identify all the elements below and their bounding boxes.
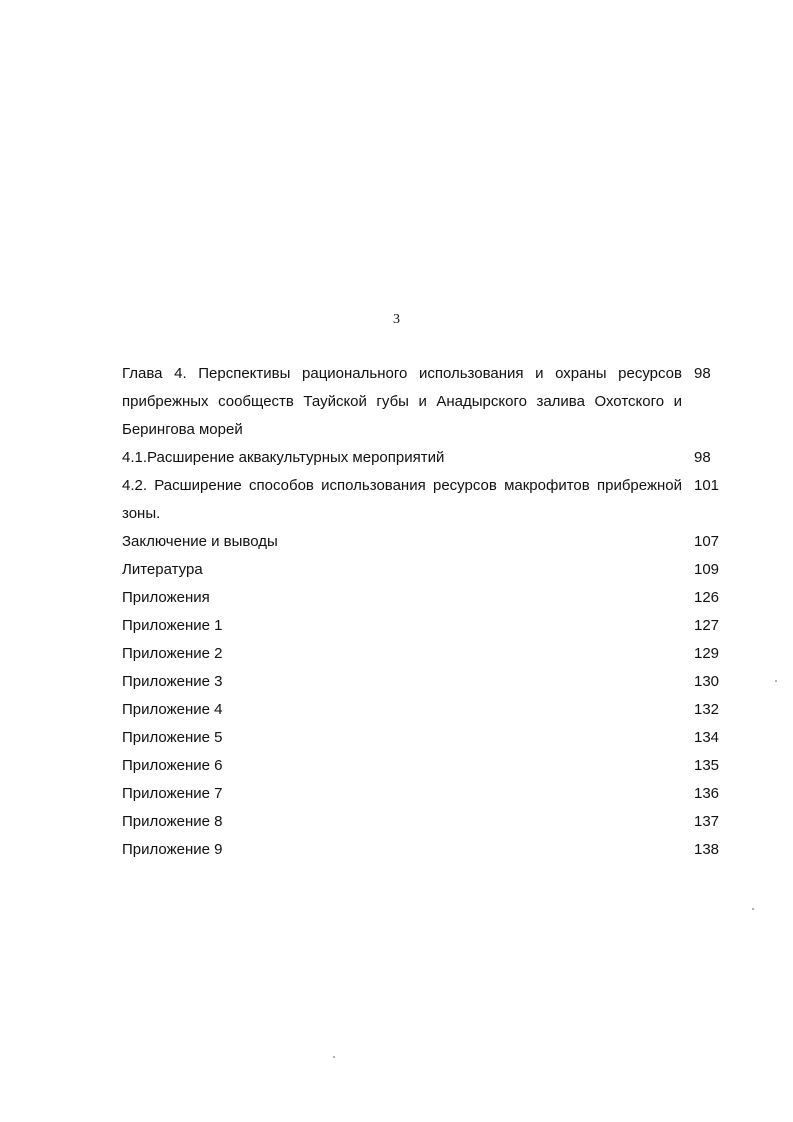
toc-entry-title: Глава 4. Перспективы рационального использования и охраны ресурсов прибрежных сообществ Тауйской губы и Анадырского залива Охотского и Берингова морей (122, 365, 682, 438)
toc-entry-title: Приложение 7 (122, 785, 223, 802)
toc-entry-page: 101 (694, 477, 720, 494)
toc-entry-page: 107 (694, 533, 720, 550)
toc-entry-page: 130 (694, 673, 720, 690)
toc-entry-page: 109 (694, 561, 720, 578)
toc-entry-page: 138 (694, 841, 720, 858)
toc-entry-page: 132 (694, 701, 720, 718)
toc-entry-title: Приложение 1 (122, 617, 223, 634)
toc-entry-page: 134 (694, 729, 720, 746)
toc-entry (122, 528, 722, 556)
toc-entry-page: 137 (694, 813, 720, 830)
toc-entry (122, 556, 722, 584)
toc-entry-title: 4.2. Расширение способов использования ресурсов макрофитов прибрежной зоны. (122, 477, 682, 522)
toc-entry-title: Приложения (122, 589, 210, 606)
toc-entry (122, 472, 722, 528)
toc-entry-title: Приложение 9 (122, 841, 223, 858)
toc-entry (122, 640, 722, 668)
toc-entry (122, 668, 722, 696)
toc-entry (122, 808, 722, 836)
table-of-contents (122, 360, 722, 864)
toc-entry-page: 136 (694, 785, 720, 802)
toc-entry-page: 98 (694, 365, 711, 382)
toc-entry (122, 444, 722, 472)
toc-entry-title: Приложение 3 (122, 673, 223, 690)
scan-speck (775, 680, 777, 682)
toc-entry-title: Заключение и выводы (122, 533, 278, 550)
toc-entry-title: Приложение 8 (122, 813, 223, 830)
scan-speck (333, 1056, 335, 1058)
scan-speck (752, 908, 754, 910)
toc-entry-title: 4.1.Расширение аквакультурных мероприятий (122, 449, 445, 466)
toc-entry-page: 135 (694, 757, 720, 774)
toc-entry-page: 98 (694, 449, 711, 466)
toc-entry-page: 126 (694, 589, 720, 606)
toc-entry-title: Литература (122, 561, 203, 578)
toc-entry (122, 780, 722, 808)
toc-entry-title: Приложение 5 (122, 729, 223, 746)
page-number: 3 (393, 312, 400, 327)
toc-entry (122, 360, 722, 444)
toc-entry-title: Приложение 4 (122, 701, 223, 718)
toc-entry-page: 129 (694, 645, 720, 662)
toc-entry-page: 127 (694, 617, 720, 634)
toc-entry (122, 752, 722, 780)
toc-entry (122, 584, 722, 612)
toc-entry (122, 724, 722, 752)
toc-entry (122, 696, 722, 724)
toc-entry (122, 836, 722, 864)
toc-entry-title: Приложение 6 (122, 757, 223, 774)
toc-entry (122, 612, 722, 640)
toc-entry-title: Приложение 2 (122, 645, 223, 662)
